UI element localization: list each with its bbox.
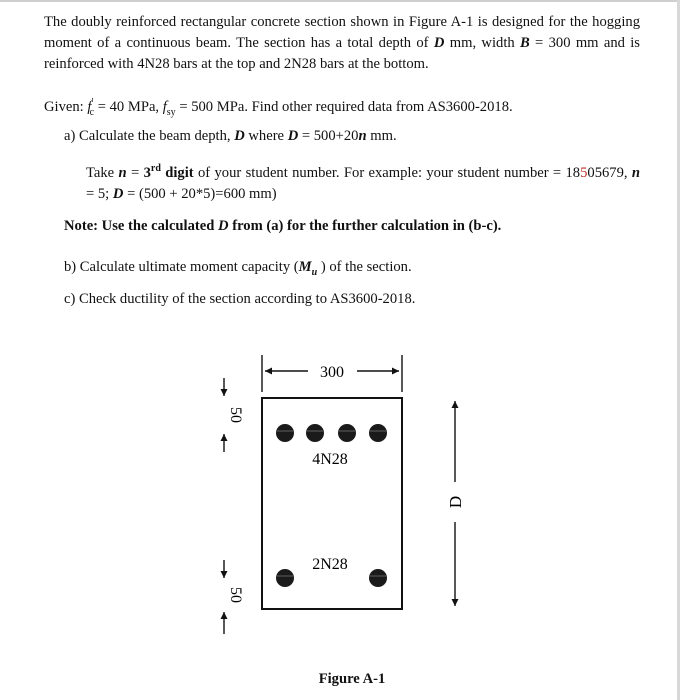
note: Note: Use the calculated D from (a) for the further calculation in (b-c). [64,218,502,234]
top-cover-dimension [224,378,244,452]
top-bar [338,424,356,442]
given-data: Given: $f'_c = 40$ MPa, $f_{sy} = 500$ MPa. Find other required data from AS3600-2018. [44,97,513,118]
bottom-cover-label: 50 [227,587,244,603]
bottom-bar [369,569,387,587]
top-cover-label: 50 [227,407,244,423]
top-bar [306,424,324,442]
top-bar [276,424,294,442]
bottom-bar [276,569,294,587]
bottom-cover-dimension [224,560,244,634]
depth-label: D [446,495,465,509]
bottom-bars-label: 2N28 [312,556,348,573]
figure-caption: Figure A-1 [318,671,386,687]
part-a-instructions: Take n = 3rd digit of your student number. For example: your student number = 18505679, n = 5; D = (500 + 20*5)=600 mm) [86,163,641,202]
top-bar [369,424,387,442]
highlighted-digit: 5 [580,164,588,181]
part-b-question: b) Calculate ultimate moment capacity ($M_u$ ) of the section. [64,259,412,278]
part-a-question: a) Calculate the beam depth, D where D = 500+20n mm. [64,128,397,144]
part-c-question: c) Check ductility of the section according to AS3600-2018. [64,291,416,307]
width-dimension [262,355,402,392]
width-label: 300 [320,364,344,381]
depth-dimension [446,401,465,606]
top-bars [276,424,387,442]
top-bars-label: 4N28 [312,451,348,468]
problem-intro: The doubly reinforced rectangular concrete section shown in Figure A-1 is designed for the hogging moment of a continuous beam. The section has a total depth of D mm, width B = 300 mm and is reinforced with 4N28 bars at the top and 2N28 bars at the bottom. [44,14,640,72]
